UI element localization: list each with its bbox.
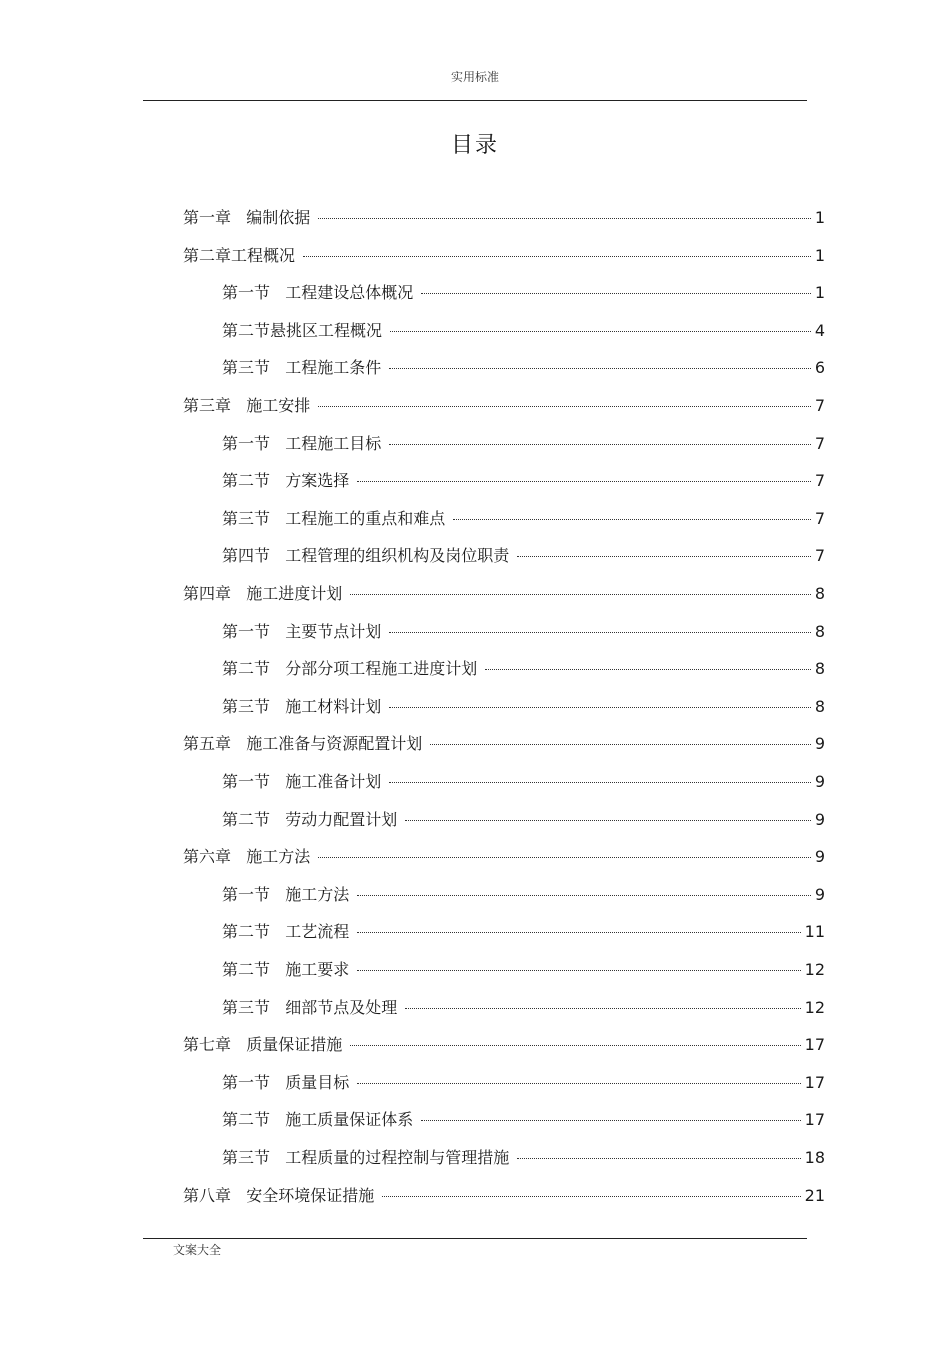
toc-entry-section[interactable] [222,468,825,498]
toc-entry-label: 第一章 编制依据 [183,208,311,227]
toc-entry-label: 第三节 细部节点及处理 [222,997,398,1017]
toc-entry-section[interactable] [222,995,825,1025]
toc-entry-page-number: 17 [804,1072,825,1092]
header-divider [143,100,807,101]
toc-entry-section[interactable] [222,656,825,686]
toc-entry-section[interactable] [222,882,825,912]
toc-entry-label: 第三节 施工材料计划 [222,696,382,716]
toc-entry-page-number: 12 [804,997,825,1017]
toc-entry-page-number: 1 [814,283,825,303]
toc-entry-page-number: 9 [814,772,825,791]
toc-entry-page-number: 11 [804,922,825,942]
toc-entry-section[interactable] [222,919,825,949]
toc-entry-section[interactable] [222,619,825,649]
toc-entry-label: 第四节 工程管理的组织机构及岗位职责 [222,546,510,566]
toc-dot-leader [421,293,811,294]
toc-entry-page-number: 17 [804,1110,825,1130]
toc-entry-section[interactable] [222,318,825,348]
toc-dot-leader [318,857,811,858]
toc-entry-page-number: 1 [814,245,825,265]
page-footer: 文案大全 [173,1243,222,1257]
toc-entry-label: 第八章 安全环境保证措施 [183,1185,375,1205]
toc-entry-label: 第七章 质量保证措施 [183,1035,343,1055]
toc-entry-label: 第一节 质量目标 [222,1072,350,1092]
toc-dot-leader [405,1008,800,1009]
toc-entry-page-number: 9 [814,809,825,829]
toc-dot-leader [389,632,811,633]
toc-entry-section[interactable] [222,769,825,799]
toc-dot-leader [318,218,811,219]
toc-entry-section[interactable] [222,431,825,461]
toc-entry-page-number: 7 [814,471,825,491]
toc-entry-label: 第一节 主要节点计划 [222,621,382,641]
toc-entry-page-number: 1 [814,208,825,227]
toc-entry-label: 第二节 施工质量保证体系 [222,1110,414,1130]
toc-dot-leader [350,1045,800,1046]
toc-entry-page-number: 9 [814,847,825,867]
toc-entry-page-number: 7 [814,546,825,566]
toc-entry-chapter[interactable] [183,393,825,423]
toc-entry-chapter[interactable] [183,243,825,273]
footer-divider [143,1238,807,1239]
toc-entry-page-number: 8 [814,584,825,603]
toc-entry-section[interactable] [222,543,825,573]
toc-entry-page-number: 17 [804,1035,825,1055]
toc-entry-page-number: 7 [814,396,825,415]
toc-entry-label: 第三节 工程质量的过程控制与管理措施 [222,1148,510,1167]
toc-dot-leader [357,481,811,482]
toc-dot-leader [389,782,811,783]
toc-entry-label: 第二节 劳动力配置计划 [222,809,398,829]
toc-entry-label: 第三章 施工安排 [183,396,311,415]
toc-entry-page-number: 4 [814,320,825,340]
toc-entry-page-number: 8 [814,621,825,641]
toc-entry-section[interactable] [222,694,825,724]
toc-dot-leader [389,444,811,445]
toc-dot-leader [517,1158,800,1159]
toc-entry-section[interactable] [222,807,825,837]
toc-entry-chapter[interactable] [183,1032,825,1062]
toc-dot-leader [517,556,811,557]
toc-dot-leader [390,331,811,332]
toc-entry-section[interactable] [222,1070,825,1100]
toc-dot-leader [389,368,811,369]
toc-entry-page-number: 21 [804,1185,825,1205]
toc-dot-leader [405,820,811,821]
toc-entry-label: 第一节 施工方法 [222,884,350,904]
toc-entry-label: 第六章 施工方法 [183,847,311,867]
toc-entry-label: 第二节 工艺流程 [222,922,350,942]
toc-entry-label: 第二节 方案选择 [222,471,350,491]
toc-entry-label: 第一节 工程施工目标 [222,433,382,453]
toc-entry-section[interactable] [222,355,825,385]
toc-entry-chapter[interactable] [183,731,825,761]
toc-dot-leader [421,1120,800,1121]
toc-entry-label: 第三节 工程施工条件 [222,358,382,378]
toc-entry-section[interactable] [222,280,825,310]
toc-entry-label: 第四章 施工进度计划 [183,584,343,603]
toc-entry-section[interactable] [222,1145,825,1175]
toc-dot-leader [350,594,811,595]
toc-entry-label: 第二节悬挑区工程概况 [222,320,383,340]
toc-entry-chapter[interactable] [183,205,825,235]
toc-entry-page-number: 6 [814,358,825,378]
page-title: 目录 [450,133,499,158]
toc-dot-leader [430,744,811,745]
toc-dot-leader [357,932,800,933]
toc-entry-label: 第二章工程概况 [183,245,296,265]
toc-entry-label: 第一节 施工准备计划 [222,772,382,791]
toc-dot-leader [357,970,800,971]
toc-entry-chapter[interactable] [183,844,825,874]
toc-entry-page-number: 8 [814,696,825,716]
toc-dot-leader [318,406,811,407]
toc-entry-section[interactable] [222,1107,825,1137]
toc-entry-page-number: 12 [804,960,825,979]
toc-dot-leader [357,1083,800,1084]
toc-entry-page-number: 9 [814,884,825,904]
toc-entry-section[interactable] [222,506,825,536]
toc-entry-section[interactable] [222,957,825,987]
toc-entry-label: 第五章 施工准备与资源配置计划 [183,734,423,754]
toc-entry-label: 第二节 分部分项工程施工进度计划 [222,659,478,679]
toc-entry-label: 第二节 施工要求 [222,960,350,979]
toc-dot-leader [303,256,811,257]
toc-entry-chapter[interactable] [183,581,825,611]
toc-entry-chapter[interactable] [183,1183,825,1213]
toc-dot-leader [357,895,811,896]
toc-entry-page-number: 18 [804,1148,825,1167]
toc-dot-leader [485,669,811,670]
toc-entry-label: 第三节 工程施工的重点和难点 [222,508,446,528]
toc-entry-label: 第一节 工程建设总体概况 [222,283,414,303]
page-header: 实用标准 [450,70,499,84]
toc-entry-page-number: 9 [814,734,825,754]
toc-dot-leader [389,707,811,708]
toc-entry-page-number: 7 [814,508,825,528]
toc-entry-page-number: 7 [814,433,825,453]
toc-entry-page-number: 8 [814,659,825,679]
toc-dot-leader [453,519,811,520]
toc-dot-leader [382,1196,800,1197]
